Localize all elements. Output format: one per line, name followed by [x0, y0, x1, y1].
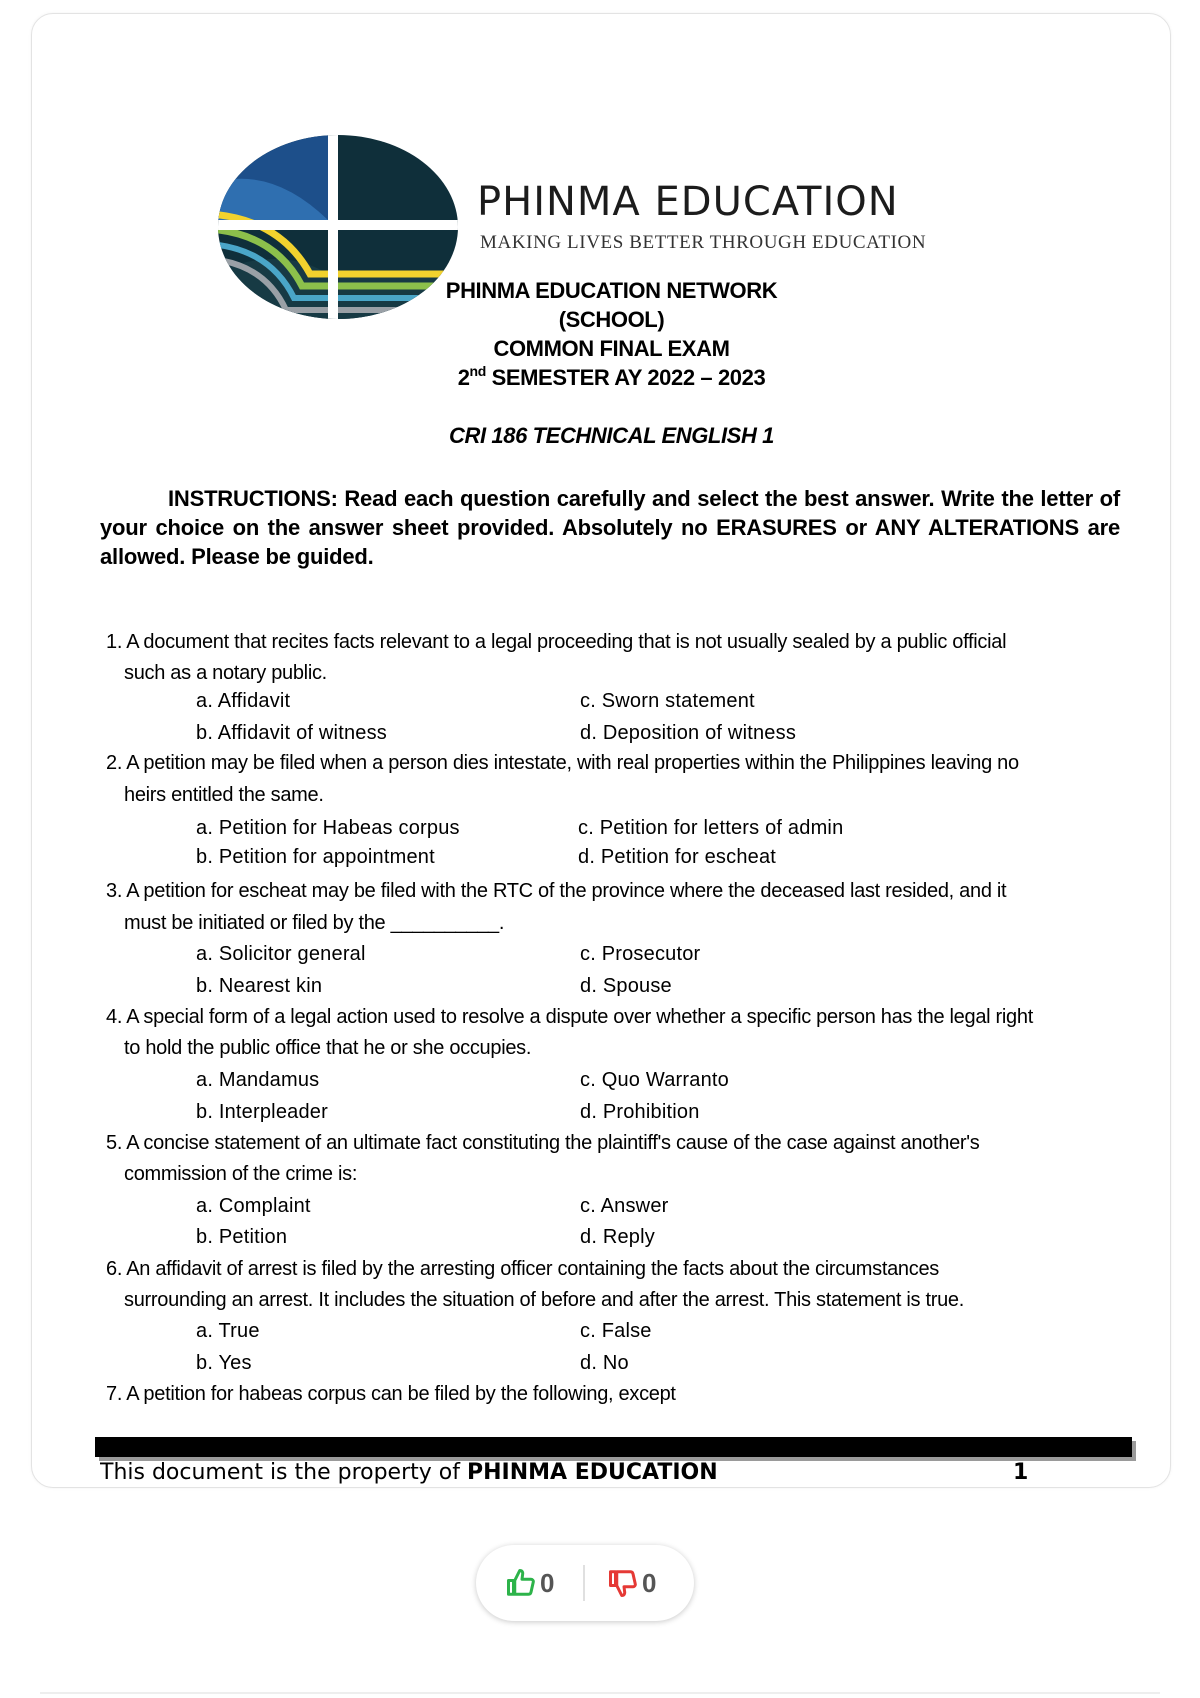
- vote-widget: [476, 1545, 694, 1621]
- footer-bar: [95, 1437, 1132, 1457]
- vote-divider: [583, 1565, 585, 1601]
- footer-owner: PHINMA EDUCATION: [466, 1460, 718, 1485]
- choice-item: a. Complaint: [196, 1195, 311, 1217]
- choice-item: d. Reply: [580, 1226, 655, 1248]
- question-text: surrounding an arrest. It includes the situation of before and after the arrest. This statement is true.: [124, 1289, 965, 1311]
- divider: [40, 1692, 1160, 1694]
- instructions: INSTRUCTIONS: Read each question carefully and select the best answer. Write the letter of your choice on the answer sheet provided. Absolutely no ERASURES or ANY ALTERATIONS are allowed. Please be guided.: [100, 486, 1120, 569]
- network-title: PHINMA EDUCATION NETWORK: [445, 278, 778, 303]
- choice-item: c. Petition for letters of admin: [578, 817, 844, 839]
- question-text: must be initiated or filed by the __________.: [124, 912, 505, 934]
- choice-item: d. Spouse: [580, 975, 672, 997]
- choice-item: a. True: [196, 1320, 260, 1342]
- choice-item: a. Petition for Habeas corpus: [196, 817, 460, 839]
- downvote-count: 0: [642, 1567, 657, 1598]
- question-text: 5. A concise statement of an ultimate fact constituting the plaintiff's cause of the case against another's: [106, 1132, 980, 1154]
- choice-item: a. Solicitor general: [196, 943, 366, 965]
- question-text: 6. An affidavit of arrest is filed by the arresting officer containing the facts about the circumstances: [106, 1258, 939, 1280]
- choice-item: b. Interpleader: [196, 1101, 328, 1123]
- question-text: such as a notary public.: [124, 662, 327, 684]
- question-text: 2. A petition may be filed when a person dies intestate, with real properties within the Philippines leaving no: [106, 752, 1019, 774]
- footer-text: [100, 1460, 718, 1486]
- question-text: 3. A petition for escheat may be filed with the RTC of the province where the deceased last resided, and it: [106, 880, 1007, 902]
- choice-item: b. Petition: [196, 1226, 288, 1248]
- choice-item: d. Deposition of witness: [580, 722, 797, 744]
- semester-year: SEMESTER AY 2022 – 2023: [485, 365, 766, 390]
- choice-item: a. Mandamus: [196, 1069, 320, 1091]
- choice-item: b. Petition for appointment: [196, 846, 435, 868]
- question-text: heirs entitled the same.: [124, 784, 324, 806]
- question-text: 1. A document that recites facts relevant to a legal proceeding that is not usually sealed by a public official: [106, 631, 1007, 653]
- choice-item: b. Affidavit of witness: [196, 722, 387, 744]
- upvote-count: 0: [540, 1567, 555, 1598]
- choice-item: d. No: [580, 1352, 629, 1374]
- choice-item: c. Answer: [580, 1195, 669, 1217]
- downvote-button[interactable]: [608, 1563, 656, 1603]
- choice-item: c. Sworn statement: [580, 690, 755, 712]
- question-text: commission of the crime is:: [124, 1163, 358, 1185]
- choice-item: d. Prohibition: [580, 1101, 700, 1123]
- exam-title: COMMON FINAL EXAM: [493, 336, 730, 361]
- question-text: 7. A petition for habeas corpus can be filed by the following, except: [106, 1383, 676, 1405]
- school-title: (SCHOOL): [558, 307, 665, 332]
- choice-item: a. Affidavit: [196, 690, 291, 712]
- brand-name: PHINMA EDUCATION: [477, 179, 899, 225]
- semester-number: 2: [457, 365, 470, 390]
- semester-superscript: nd: [469, 363, 486, 379]
- choice-item: d. Petition for escheat: [578, 846, 777, 868]
- course-title: CRI 186 TECHNICAL ENGLISH 1: [449, 423, 774, 448]
- choice-item: b. Yes: [196, 1352, 252, 1374]
- question-text: 4. A special form of a legal action used to resolve a dispute over whether a specific person has the legal right: [106, 1006, 1033, 1028]
- choice-item: c. Prosecutor: [580, 943, 701, 965]
- brand-tagline: MAKING LIVES BETTER THROUGH EDUCATION: [480, 232, 927, 253]
- choice-item: b. Nearest kin: [196, 975, 323, 997]
- question-text: to hold the public office that he or she occupies.: [124, 1037, 532, 1059]
- upvote-button[interactable]: [506, 1563, 554, 1603]
- choice-item: c. Quo Warranto: [580, 1069, 729, 1091]
- footer-prefix: This document is the property of: [100, 1460, 467, 1485]
- thumbs-up-icon: [506, 1568, 536, 1598]
- thumbs-down-icon: [608, 1568, 638, 1598]
- choice-item: c. False: [580, 1320, 652, 1342]
- page-number: 1: [1013, 1460, 1029, 1485]
